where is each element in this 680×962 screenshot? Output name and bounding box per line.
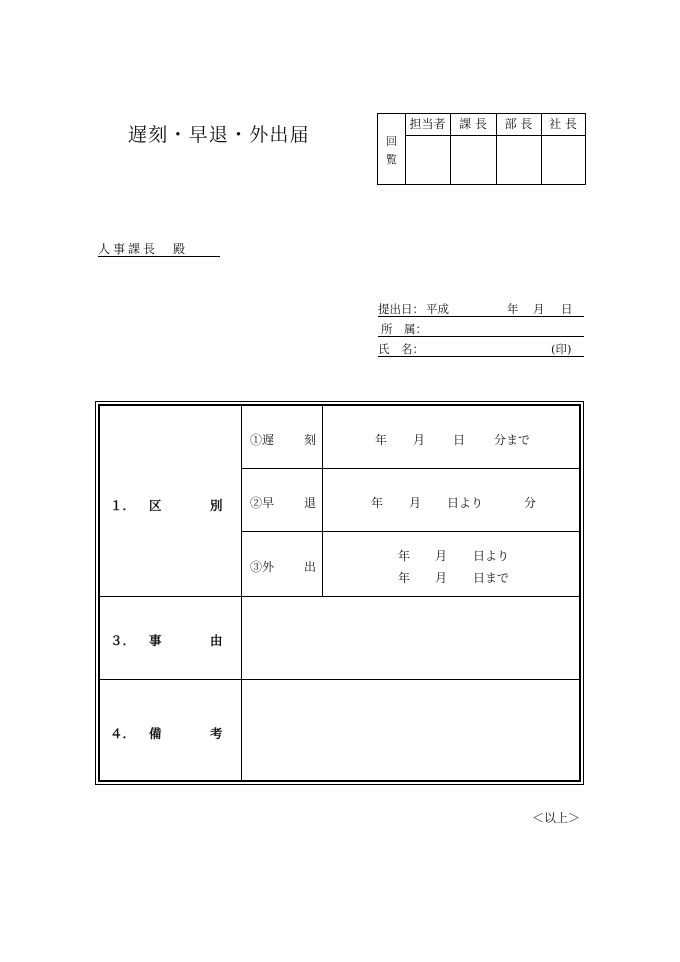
- section1-label-b: 別: [210, 498, 223, 513]
- row-divider: [241, 531, 579, 532]
- section4-number: ４．: [110, 726, 136, 741]
- section1-label-a: 区: [149, 498, 162, 513]
- late-year-unit: 年: [375, 433, 388, 447]
- out-from-day-unit: 日より: [473, 549, 510, 563]
- out-from-month-unit: 月: [435, 549, 448, 563]
- out-to-year-unit: 年: [398, 571, 411, 585]
- form-title: 遅刻・早退・外出届: [128, 124, 310, 146]
- column-divider: [241, 406, 242, 780]
- early-day-unit: 日より: [447, 496, 484, 510]
- section3-number: ３．: [110, 633, 136, 648]
- day-unit: 日: [561, 302, 573, 316]
- section4-label-a: 備: [149, 726, 162, 741]
- department-label: 所 属：: [381, 322, 427, 336]
- early-option-number: ②早: [250, 496, 275, 510]
- section1-number: １．: [110, 498, 136, 513]
- subcolumn-divider: [322, 406, 323, 596]
- name-label: 氏 名：: [378, 342, 424, 356]
- form-table: [98, 404, 581, 782]
- late-minute-unit: 分まで: [494, 433, 531, 447]
- out-to-month-unit: 月: [435, 571, 448, 585]
- stamp-header-bucho: 部 長: [504, 117, 533, 131]
- out-to-day-unit: 日まで: [473, 571, 510, 585]
- addressee: 人事課長 殿: [98, 240, 220, 257]
- early-year-unit: 年: [371, 496, 384, 510]
- late-month-unit: 月: [413, 433, 426, 447]
- stamp-side-label-1: 回: [386, 135, 397, 148]
- month-unit: 月: [533, 302, 545, 316]
- section4-label-b: 考: [210, 726, 223, 741]
- late-day-unit: 日: [453, 433, 466, 447]
- out-option-char: 出: [304, 560, 317, 574]
- out-from-year-unit: 年: [398, 549, 411, 563]
- early-option-char: 退: [304, 496, 317, 510]
- approval-stamp-table: [377, 113, 586, 185]
- stamp-header-divider: [405, 135, 585, 136]
- section3-label-a: 事: [149, 633, 162, 648]
- stamp-side-label-2: 覧: [386, 153, 397, 166]
- stamp-header-shacho: 社 長: [549, 117, 577, 131]
- closing-mark: ＜以上＞: [532, 811, 581, 825]
- early-minute-unit: 分: [524, 496, 537, 510]
- section-divider: [100, 596, 579, 597]
- section3-label-b: 由: [210, 633, 223, 648]
- row-divider: [241, 468, 579, 469]
- year-unit: 年: [507, 302, 519, 316]
- section-divider: [100, 679, 579, 680]
- late-option-char: 刻: [304, 433, 317, 447]
- name-line: [378, 341, 584, 357]
- seal-label: (印): [551, 342, 572, 356]
- out-option-number: ③外: [250, 560, 275, 574]
- submission-date-line: [378, 301, 584, 317]
- late-option-number: ①遅: [250, 433, 275, 447]
- department-line: [378, 321, 584, 337]
- stamp-header-tantosha: 担当者: [409, 117, 446, 131]
- stamp-header-kacho: 課 長: [459, 117, 487, 131]
- early-month-unit: 月: [409, 496, 422, 510]
- era-label: 平成: [426, 302, 449, 316]
- submission-date-label: 提出日：: [378, 302, 424, 316]
